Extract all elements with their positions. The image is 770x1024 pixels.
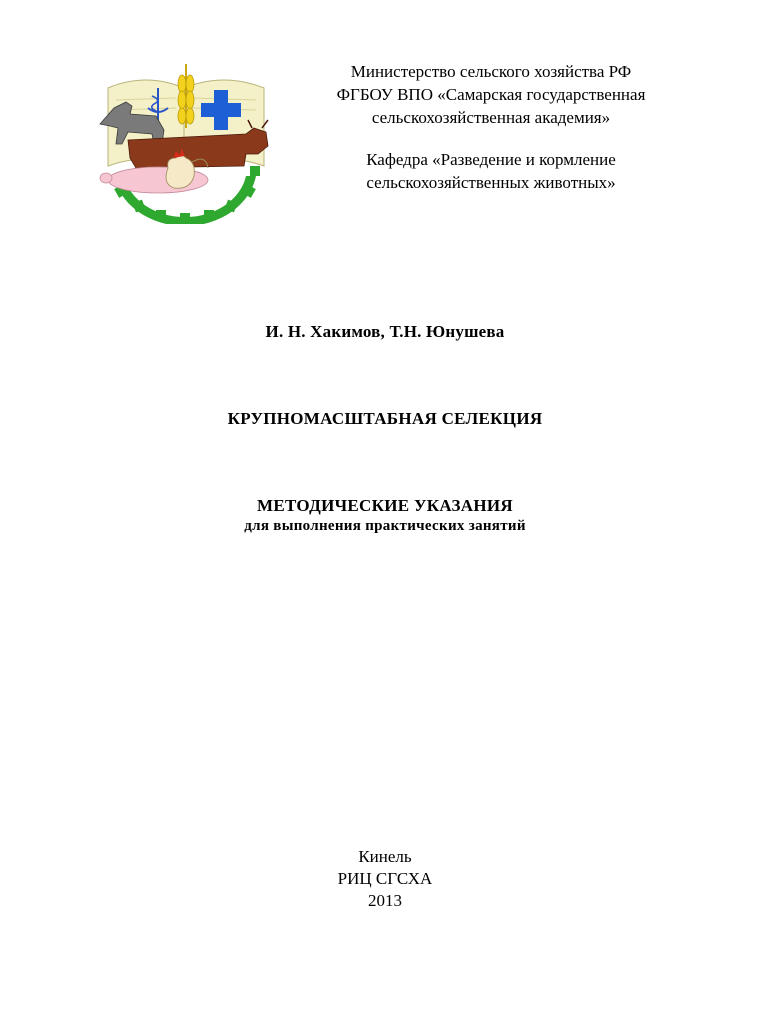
department-header	[286, 148, 696, 194]
ministry-name: Министерство сельского хозяйства РФ	[350, 62, 632, 81]
imprint-city: Кинель	[358, 847, 412, 866]
imprint-publisher: РИЦ СГСХА	[337, 869, 433, 888]
imprint	[0, 846, 770, 912]
department-name-line2: сельскохозяйственных животных»	[366, 173, 616, 192]
imprint-year: 2013	[368, 891, 402, 910]
institution-name-line2: сельскохозяйственная академия»	[371, 108, 611, 127]
academy-logo	[96, 58, 276, 224]
wheat-icon	[178, 64, 194, 128]
department-name-line1: Кафедра «Разведение и кормление	[366, 150, 616, 169]
document-subtitle-note: для выполнения практических занятий	[244, 518, 526, 534]
ministry-header	[286, 60, 696, 129]
authors: И. Н. Хакимов, Т.Н. Юнушева	[265, 322, 505, 341]
institution-name-line1: ФГБОУ ВПО «Самарская государственная	[336, 85, 646, 104]
document-title: КРУПНОМАСШТАБНАЯ СЕЛЕКЦИЯ	[227, 409, 543, 428]
document-subtitle: МЕТОДИЧЕСКИЕ УКАЗАНИЯ	[257, 496, 513, 515]
